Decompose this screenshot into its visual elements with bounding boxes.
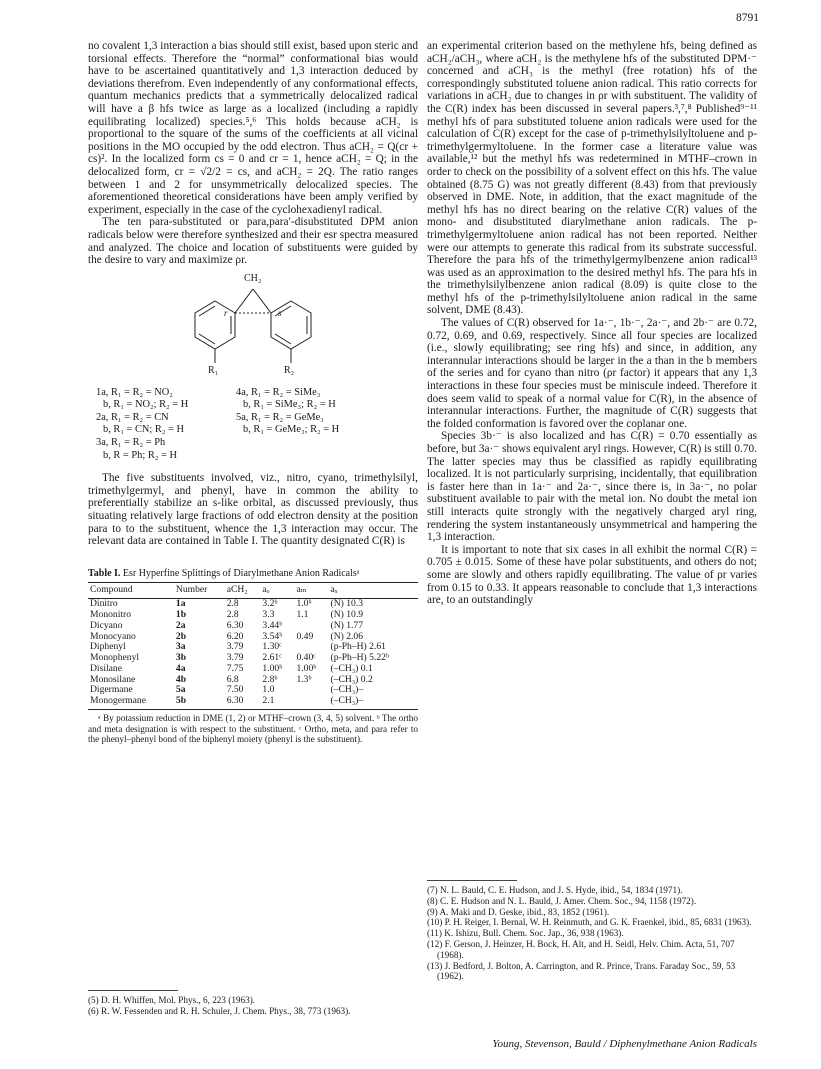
table-cell: 3b bbox=[175, 652, 187, 664]
table-cell: (N) 2.06 bbox=[330, 630, 364, 642]
right-paragraph-2: The values of C(R) observed for 1a·⁻, 1b·⁻, 2a·⁻, and 2b·⁻ are 0.72, 0.72, 0.69, and 0.69, respectively. Since all four species are localized (i.e., slowly equilibrating; see ring hfs) and since, in addition, any interannular interactions should be larger in the a than in the b members of the series and for cyano than nitro (ρr factor) it appears that any 1,3 interactions in these four species must be miniscule indeed. Therefore it does seem valid to speak of a normal value for C(R), in the absence of interannular interactions. Further, the magnitude of C(R) suggests that the folded conformation is favored over the coplanar one. bbox=[427, 317, 757, 430]
table-cell: Dinitro bbox=[90, 598, 118, 610]
table-header-cell: aₓ bbox=[329, 583, 418, 599]
esr-table bbox=[88, 582, 418, 710]
table-row bbox=[88, 696, 418, 709]
reference-rule bbox=[88, 990, 178, 991]
table-caption-label: Table I. bbox=[88, 567, 121, 579]
reference-rule bbox=[427, 880, 517, 881]
table-header-cell: aₘ bbox=[294, 583, 328, 599]
reference: (9) A. Maki and D. Geske, ibid., 83, 1852 (1961). bbox=[427, 906, 610, 917]
table-cell: 7.75 bbox=[226, 662, 244, 674]
table-cell: 1.30ᶜ bbox=[262, 641, 282, 653]
table-cell: Monogermane bbox=[88, 696, 174, 709]
table-cell: Monophenyl bbox=[90, 652, 140, 664]
structure-label-ch2: CH₂ bbox=[244, 272, 262, 284]
right-paragraph-4: It is important to note that six cases in all exhibit the normal C(R) = 0.705 ± 0.015. Some of these have polar substituents, and others do not; some are slowly and others rapidly equilibrating. The value of ρr varies from 0.15 to 0.33. It appears reasonable to conclude that 1,3 interactions are, to an outstandingly bbox=[427, 543, 757, 607]
table-footnote: ᵃ By potassium reduction in DME (1, 2) or MTHF–crown (3, 4, 5) solvent. ᵇ The ortho and meta designation is with respect to the substituent. ᶜ Ortho, meta, and para refer to the phenyl–phenyl bond of the biphenyl moiety (phenyl is the substituent). bbox=[88, 713, 418, 745]
table-cell: (–CH₃)– bbox=[329, 696, 418, 709]
table-cell: 5a bbox=[175, 684, 186, 696]
table-row bbox=[88, 610, 418, 621]
structure-label-s: s bbox=[278, 307, 282, 318]
table-cell: 4a bbox=[175, 662, 186, 674]
table-caption bbox=[88, 568, 418, 580]
table-cell: (N) 1.77 bbox=[330, 619, 364, 631]
table-cell: 2.61ᶜ bbox=[262, 652, 282, 664]
compound-entry: 4a, R₁ = R₂ = SiMe₃ bbox=[236, 386, 321, 398]
table-cell: (–CH₃)– bbox=[330, 684, 364, 696]
table-caption-text: Esr Hyperfine Splittings of Diarylmethane Anion Radicalsᵃ bbox=[122, 567, 360, 579]
table-cell: 1.0ᵇ bbox=[296, 598, 312, 610]
table-cell: 1.3ᵇ bbox=[296, 673, 312, 685]
reference: (8) C. E. Hudson and N. L. Bauld, J. Amer. Chem. Soc., 94, 1158 (1972). bbox=[427, 895, 697, 906]
table-cell bbox=[294, 696, 328, 709]
reference: (12) F. Gerson, J. Heinzer, H. Bock, H. Alt, and H. Seidl, Helv. Chim. Acta, 51, 707 (1968). bbox=[427, 938, 735, 960]
right-references bbox=[427, 880, 757, 982]
structure-drawing bbox=[153, 273, 353, 379]
table-header-cell: aₒ bbox=[260, 583, 294, 599]
table-row bbox=[88, 675, 418, 686]
running-footer: Young, Stevenson, Bauld / Diphenylmethane Anion Radicals bbox=[492, 1038, 757, 1050]
table-cell: 6.20 bbox=[226, 630, 244, 642]
compound-entry: b, R₁ = GeMe₃; R₂ = H bbox=[243, 424, 340, 436]
table-cell: 3.79 bbox=[226, 641, 244, 653]
compound-entry: 1a, R₁ = R₂ = NO₂ bbox=[96, 386, 173, 398]
table-cell: (–CH₃) 0.1 bbox=[330, 662, 373, 674]
page-number: 8791 bbox=[736, 12, 759, 24]
table-cell: 6.30 bbox=[226, 619, 244, 631]
compound-entry: 5a, R₁ = R₂ = GeMe₃ bbox=[236, 411, 324, 423]
table-body bbox=[88, 599, 418, 710]
table-cell: 3a bbox=[175, 641, 186, 653]
reference: (13) J. Bedford, J. Bolton, A. Carrington, and R. Prince, Trans. Faraday Soc., 59, 53 (1962). bbox=[427, 960, 736, 982]
table-row bbox=[88, 599, 418, 610]
reference: (10) P. H. Reiger, I. Bernal, W. H. Reinmuth, and G. K. Fraenkel, ibid., 85, 6831 (1963). bbox=[427, 917, 752, 928]
table-cell: 2a bbox=[175, 619, 186, 631]
table-cell: (–CH₃) 0.2 bbox=[330, 673, 373, 685]
table-cell: 7.50 bbox=[226, 684, 244, 696]
left-references bbox=[88, 990, 418, 1017]
reference: (11) K. Ishizu, Bull. Chem. Soc. Jap., 36, 938 (1963). bbox=[427, 928, 624, 939]
table-cell bbox=[294, 621, 328, 632]
table-cell: Diphenyl bbox=[90, 641, 126, 653]
table-cell: 1.0 bbox=[262, 684, 275, 696]
table-cell: (N) 10.3 bbox=[330, 598, 364, 610]
compound-list bbox=[96, 387, 418, 463]
structure-label-r2: R₂ bbox=[284, 364, 295, 376]
table-cell: Digermane bbox=[90, 684, 133, 696]
table-cell: 1.1 bbox=[296, 608, 309, 620]
table-cell: 3.54ᵇ bbox=[262, 630, 283, 642]
table-row bbox=[88, 621, 418, 632]
table-cell: 1.00ᵇ bbox=[262, 662, 283, 674]
table-header-cell: Compound bbox=[88, 583, 174, 599]
diarylmethane-structure bbox=[88, 273, 418, 379]
left-column bbox=[88, 40, 418, 745]
table-cell: 2.8 bbox=[226, 598, 239, 610]
table-cell: 3.79 bbox=[226, 652, 244, 664]
compound-entry: b, R₁ = NO₂; R₂ = H bbox=[103, 399, 189, 411]
table-cell: 2b bbox=[175, 630, 187, 642]
table-cell: 1a bbox=[175, 598, 186, 610]
left-paragraph-2: The ten para-substituted or para,para′-disubstituted DPM anion radicals below were therefore synthesized and their esr spectra measured and analyzed. The choice and location of substituents were guided by the desire to vary and maximize ρr. bbox=[88, 216, 418, 267]
table-header-row bbox=[88, 583, 418, 599]
table-cell: 0.49 bbox=[296, 630, 314, 642]
table-cell: (N) 10.9 bbox=[330, 608, 364, 620]
table-cell: Mononitro bbox=[90, 608, 132, 620]
table-cell: 6.30 bbox=[225, 696, 261, 709]
table-cell: (p-Ph–H) 2.61 bbox=[330, 641, 386, 653]
table-cell: 2.8ᵇ bbox=[262, 673, 278, 685]
table-cell: 1b bbox=[175, 608, 187, 620]
table-cell: (p-Ph–H) 5.22ᵇ bbox=[330, 652, 389, 664]
compound-entry: b, R₁ = CN; R₂ = H bbox=[103, 424, 185, 436]
reference: (7) N. L. Bauld, C. E. Hudson, and J. S. Hyde, ibid., 54, 1834 (1971). bbox=[427, 885, 683, 895]
table-header-cell: aCH₂ bbox=[225, 583, 261, 599]
table-cell: 4b bbox=[175, 673, 187, 685]
table-cell: 5b bbox=[174, 696, 225, 709]
right-column bbox=[427, 40, 757, 607]
left-paragraph-3: The five substituents involved, viz., nitro, cyano, trimethylsilyl, trimethylgermyl, and phenyl, have in common the ability to preferentially stabilize an s-like orbital, as discussed previously, thus situating relatively large fractions of odd electron density at the position para to to the substituent, whence the 1,3 interaction may occur. The relevant data are contained in Table I. The quantity designated C(R) is bbox=[88, 472, 418, 548]
table-cell: 3.2ᵇ bbox=[262, 598, 278, 610]
structure-label-r1: R₁ bbox=[208, 364, 219, 376]
reference: (6) R. W. Fessenden and R. H. Schuler, J. Chem. Phys., 38, 773 (1963). bbox=[88, 1005, 351, 1016]
compound-entry: 3a, R₁ = R₂ = Ph bbox=[96, 437, 166, 449]
reference: (5) D. H. Whiffen, Mol. Phys., 6, 223 (1963). bbox=[88, 995, 256, 1005]
table-cell: 0.40ᶜ bbox=[296, 652, 316, 664]
table-cell: Monosilane bbox=[90, 673, 136, 685]
compound-entry: b, R = Ph; R₂ = H bbox=[103, 449, 177, 461]
table-cell: 1.00ᵇ bbox=[296, 662, 317, 674]
table-cell: 3.3 bbox=[262, 608, 275, 620]
right-paragraph-3: Species 3b·⁻ is also localized and has C(R) = 0.70 essentially as before, but 3a·⁻ shows equivalent aryl rings. However, C(R) is still 0.70. The latter species may thus be classified as rapidly equilibrating localized. It is not particularly surprising, incidentally, that equilibration is faster here than in 1a·⁻ and 2a·⁻, since there is, in 3a·⁻, no polar substituent available to pair with the metal ion. No doubt the metal ion still interacts quite strongly with the negatively charged aryl ring, rendering the system instantaneously unsymmetrical and hampering the 1,3 interaction. bbox=[427, 430, 757, 544]
structure-label-r: r bbox=[224, 307, 228, 318]
table-cell: Disilane bbox=[90, 662, 122, 674]
compound-entry: 2a, R₁ = R₂ = CN bbox=[96, 411, 169, 423]
table-cell: 6.8 bbox=[226, 673, 239, 685]
table-cell bbox=[294, 685, 328, 696]
table-cell: 3.44ᵇ bbox=[262, 619, 283, 631]
left-paragraph-1: no covalent 1,3 interaction a bias should still exist, based upon steric and torsional effects. Therefore the “normal” conformational bias would have to be ascertained quantitatively and 1,3 interaction deduced by deviations therefrom. Even independently of any conformational effects, quantum mechanics predicts that a symmetrically delocalized radical will have a β hfs twice as large as a localized (including a rapidly equilibrating localized) species.⁵,⁶ This holds because aCH₂ is proportional to the square of the sums of the coefficients at all vicinal positions in the MO occupied by the odd electron. Thus aCH₂ = Q(cr + cs)². In the localized form cs = 0 and cr = 1, hence aCH₂ = Q; in the delocalized form, cr = √2/2 = cs, and aCH₂ = 2Q. The ratio ranges between 1 and 2 for unsymmetrically delocalized species. The aforementioned theoretical considerations have been amply verified by experiment, especially in the case of the cyclohexadienyl radical. bbox=[88, 40, 418, 216]
table-cell: 2.8 bbox=[226, 608, 239, 620]
table-header-cell: Number bbox=[174, 583, 225, 599]
compound-entry: b, R₁ = SiMe₃; R₂ = H bbox=[243, 399, 336, 411]
table-cell: Monocyano bbox=[90, 630, 136, 642]
table-cell: 2.1 bbox=[260, 696, 294, 709]
right-paragraph-1: an experimental criterion based on the methylene hfs, being defined as aCH₂/aCH₃, where aCH₂ is the methylene hfs of the substituted DPM·⁻ concerned and aCH₃ is the methyl (free rotation) hfs of the correspondingly substituted toluene anion radical. This ratio corrects for variations in aCH₂ due to changes in ρr with substituent. The validity of the C(R) index has been discussed in several papers.³,⁷,⁸ Published⁹⁻¹¹ methyl hfs of para substituted toluene anion radicals were used for the calculation of C(R) except for the case of p-trimethylsilyltoluene and p-trimethylgermyltoluene. In the former case a literature value was available,¹² but the methyl hfs was redetermined in MTHF–crown in order to check on the possibility of a solvent effect on this hfs. The value obtained (8.75 G) was not greatly different (8.43) from that previously observed in DME. Note, in addition, that the exact magnitude of the methyl hfs has no direct bearing on the relative C(R) values of the mono- and disubstituted diarylmethane anion radicals. The p-trimethylgermyltoluene anion radical has not been reported. Neither were our attempts to generate this radical from its substrate successful. Therefore the para hfs of the trimethylgermylbenzene anion radical¹³ was used as an approximation to the desired methyl hfs. The para hfs in the trimethylsilylbenzene anion radical (8.09) is quite close to the methyl hfs of the p-trimethylsilyltoluene anion radical in the same solvent, DME (8.43). bbox=[427, 40, 757, 317]
table-cell: Dicyano bbox=[90, 619, 123, 631]
